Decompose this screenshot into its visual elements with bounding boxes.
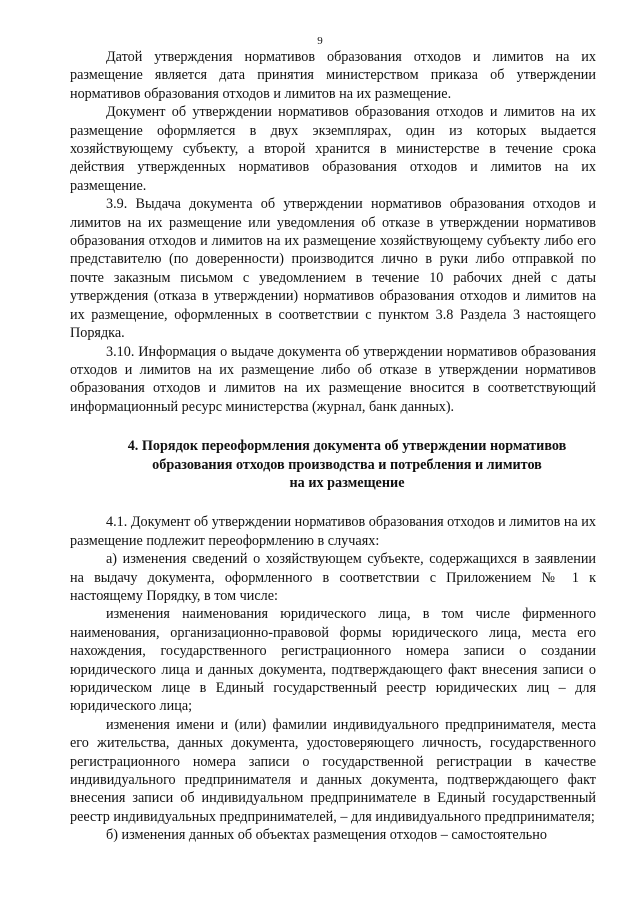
paragraph-item-a: а) изменения сведений о хозяйствующем субъекте, содержащихся в заявлении на выдачу документа, оформленного в соответствии с Приложением № 1 к настоящему Порядку, в том числе: [70,551,596,604]
document-body [70,48,596,845]
paragraph-3-9: 3.9. Выдача документа об утверждении нормативов образования отходов и лимитов на их размещение или уведомления об отказе в утверждении нормативов образования отходов и лимитов на их размещение хозяйствующему субъекту либо его представителю (по доверенности) производится лично в руки либо отправкой по почте заказным письмом с уведомлением в течение 10 рабочих дней с даты утверждения (отказа в утверждении) нормативов образования отходов и лимитов на их размещение, оформленных в соответствии с пунктом 3.8 Раздела 3 настоящего Порядка. [70,196,596,342]
paragraph-two-copies: Документ об утверждении нормативов образования отходов и лимитов на их размещение оформляется в двух экземплярах, один из которых выдается хозяйствующему субъекту, а второй хранится в министерстве в течение срока действия утвержденных нормативов образования отходов и лимитов на их размещение. [70,104,596,194]
paragraph-4-1: 4.1. Документ об утверждении нормативов образования отходов и лимитов на их размещение подлежит переоформлению в случаях: [70,514,596,549]
section-4-heading-line3: на их размещение [289,474,405,491]
section-4-heading-line2: образования отходов производства и потребления и лимитов [152,456,542,473]
paragraph-3-10: 3.10. Информация о выдаче документа об утверждении нормативов образования отходов и лимитов на их размещение либо об отказе в утверждении нормативов образования отходов и лимитов на их размещение вносится в соответствующий информационный ресурс министерства (журнал, банк данных). [70,343,596,415]
paragraph-approval-date: Датой утверждения нормативов образования отходов и лимитов на их размещение является дата принятия министерством приказа об утверждении нормативов образования отходов и лимитов на их размещение. [70,49,596,102]
paragraph-item-b: б) изменения данных об объектах размещения отходов – самостоятельно [106,827,547,844]
section-4-heading-line1: 4. Порядок переоформления документа об утверждении нормативов [127,438,567,455]
paragraph-legal-entity: изменения наименования юридического лица, в том числе фирменного наименования, организационно-правовой формы юридического лица, места его нахождения, государственного регистрационного номера записи о создании юридического лица и данных документа, подтверждающего факт внесения записи о юридическом лице в Единый государственный реестр юридических лиц – для юридического лица; [70,606,596,715]
paragraph-entrepreneur: изменения имени и (или) фамилии индивидуального предпринимателя, места его жительства, данных документа, удостоверяющего личность, государственного регистрационного номера записи о государственной регистрации в качестве индивидуального предпринимателя и данных документа, подтверждающего факт внесения записи об индивидуальном предпринимателе в Единый государственный реестр индивидуальных предпринимателей, – для индивидуального предпринимателя; [70,716,596,825]
section-4-heading [70,437,596,492]
page-number: 9 [317,35,323,47]
